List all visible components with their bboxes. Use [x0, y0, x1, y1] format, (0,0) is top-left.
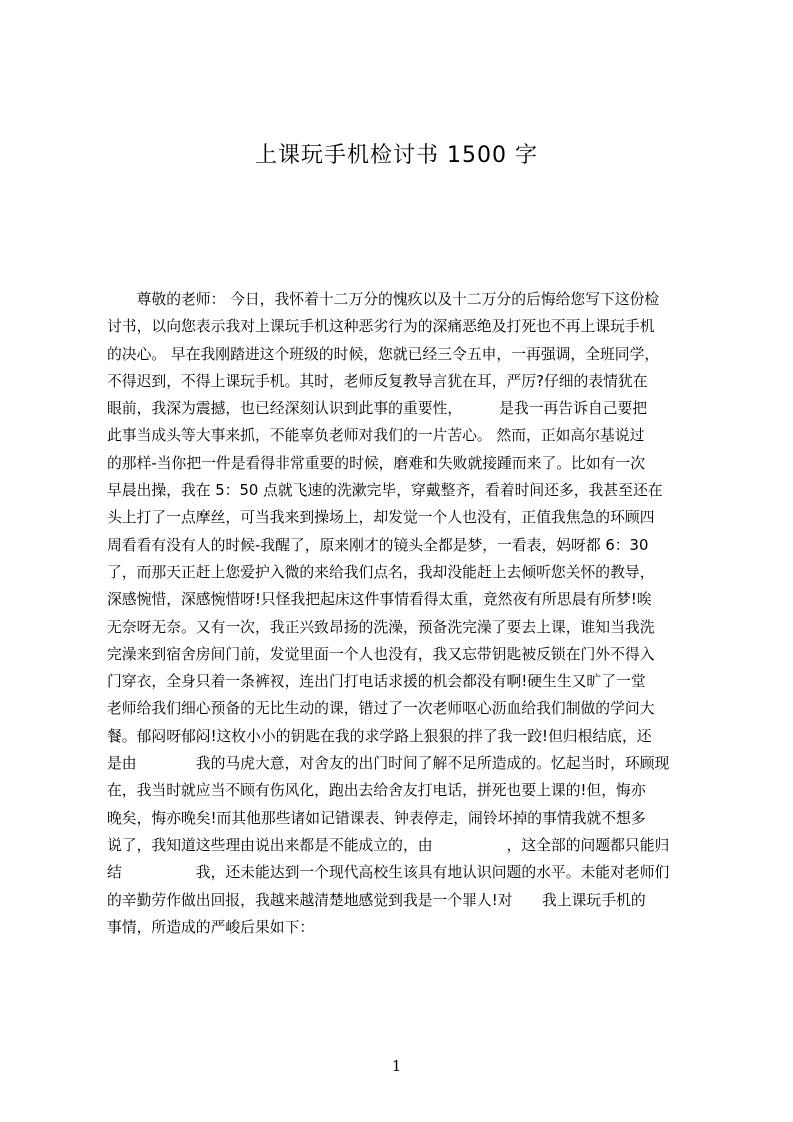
text-line: 此事当成头等大事来抓，不能辜负老师对我们的一片苦心。 然而，正如高尔基说过 [107, 427, 645, 445]
text-line: 的那样-当你把一件是看得非常重要的时候，磨难和失败就接踵而来了。比如有一次 [107, 454, 646, 472]
text-line: 不得迟到，不得上课玩手机。其时，老师反复教导言犹在耳，严厉?仔细的表情犹在 [107, 372, 648, 390]
body-text [107, 290, 699, 945]
text-line: 头上打了一点摩丝，可当我来到操场上，却发觉一个人也没有，正值我焦急的环顾四 [107, 509, 655, 527]
text-line: 深感惋惜，深感惋惜呀!只怪我把起床这件事情看得太重，竟然夜有所思晨有所梦!唉 [107, 591, 652, 609]
text-line: 了，而那天正赶上您爱护入微的来给我们点名，我却没能赶上去倾听您关怀的教导， [107, 563, 655, 581]
text-line: 早晨出操，我在 5：50 点就飞速的洗漱完毕，穿戴整齐，看着时间还多，我甚至还在 [107, 482, 663, 500]
text-line: 尊敬的老师： 今日，我怀着十二万分的愧疚以及十二万分的后悔给您写下这份检 [107, 291, 660, 308]
text-line: 的决心。 早在我刚踏进这个班级的时候，您就已经三令五申，一再强调，全班同学， [107, 345, 660, 363]
text-line: 周看看有没有人的时候-我醒了，原来刚才的镜头全都是梦，一看表，妈呀都 6：30 [107, 536, 649, 554]
text-line: 完澡来到宿舍房间门前，发觉里面一个人也没有，我又忘带钥匙被反锁在门外不得入 [107, 645, 655, 663]
text-line: 无奈呀无奈。又有一次，我正兴致昂扬的洗澡，预备洗完澡了要去上课，谁知当我洗 [107, 618, 655, 636]
page-title: 上课玩手机检讨书 1500 字 [255, 143, 538, 168]
text-line: 晚矣，悔亦晚矣!而其他那些诸如记错课表、钟表停走，闹铃坏掉的事情我就不想多 [107, 809, 646, 827]
text-line: 餐。郁闷呀郁闷!这枚小小的钥匙在我的求学路上狠狠的拌了我一跤!但归根结底，还 [107, 727, 652, 745]
text-line: 是由 我的马虎大意，对舍友的出门时间了解不足所造成的。忆起当时，环顾现 [107, 755, 670, 773]
text-line: 结 我，还未能达到一个现代高校生该具有地认识问题的水平。未能对老师们 [107, 864, 670, 882]
text-line: 事情，所造成的严峻后果如下： [107, 918, 315, 936]
text-line: 的辛勤劳作做出回报，我越来越清楚地感觉到我是一个罪人!对 我上课玩手机的 [107, 891, 646, 909]
page-number: 1 [391, 1057, 402, 1075]
text-line: 老师给我们细心预备的无比生动的课，错过了一次老师呕心沥血给我们制做的学问大 [107, 700, 655, 718]
text-line: 眼前，我深为震撼，也已经深刻认识到此事的重要性， 是我一再告诉自己要把 [107, 400, 648, 418]
text-line: 说了，我知道这些理由说出来都是不能成立的，由 ，这全部的问题都只能归 [107, 836, 670, 854]
text-line: 讨书，以向您表示我对上课玩手机这种恶劣行为的深痛恶绝及打死也不再上课玩手机 [107, 318, 655, 336]
text-line: 在，我当时就应当不顾有伤风化，跑出去给舍友打电话，拼死也要上课的!但，悔亦 [107, 782, 646, 800]
text-line: 门穿衣，全身只着一条裤衩，连出门打电话求援的机会都没有啊!硬生生又旷了一堂 [107, 673, 646, 691]
